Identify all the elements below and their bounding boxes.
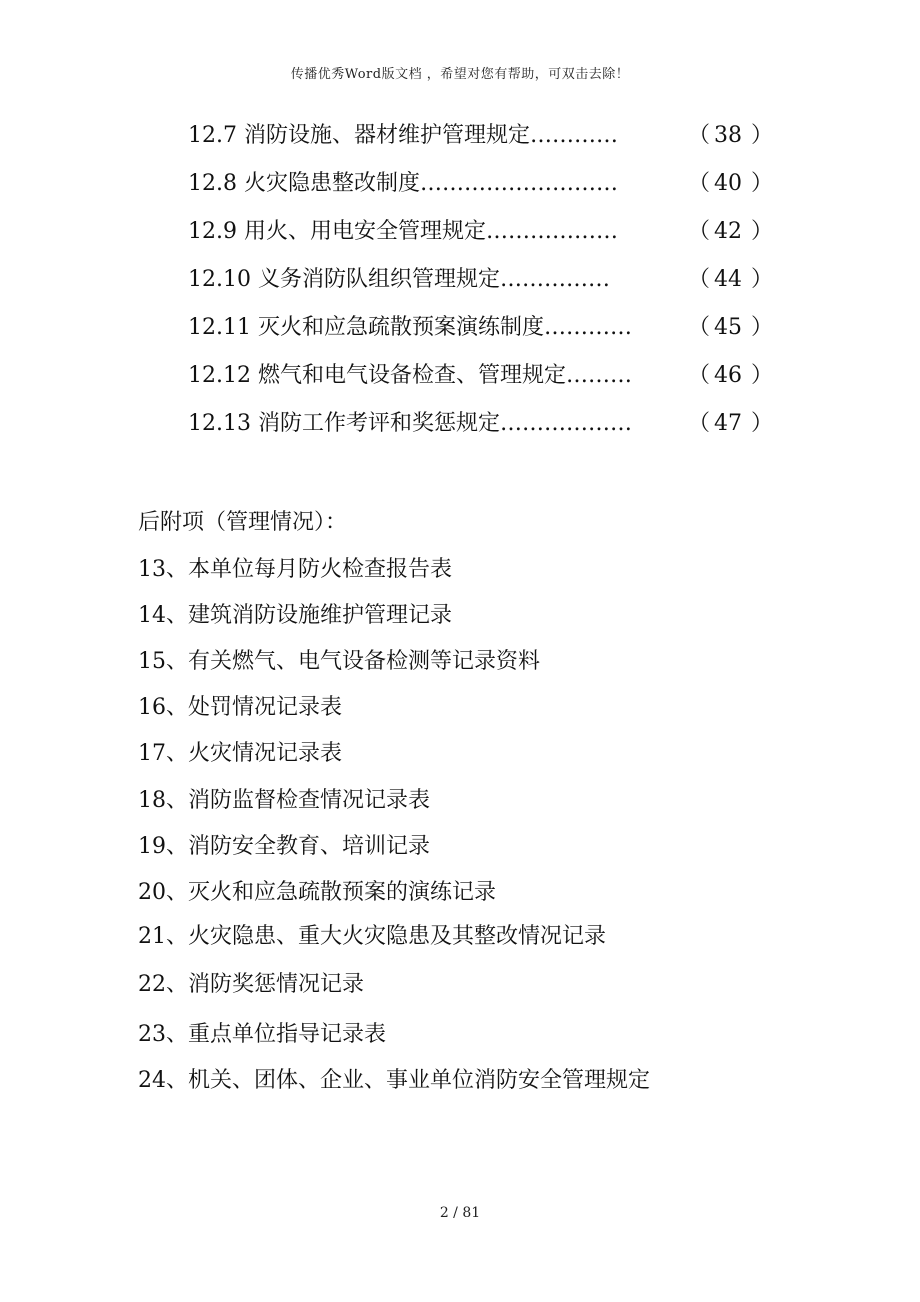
toc-row: [188, 313, 774, 343]
open-paren: （: [688, 219, 711, 244]
open-paren: （: [688, 123, 711, 148]
list-item: 14、建筑消防设施维护管理记录: [138, 603, 452, 628]
page-number: 2 / 81: [439, 1205, 481, 1221]
toc-entry-label: 12.12 燃气和电气设备检查、管理规定………: [188, 363, 632, 388]
list-item: 22、消防奖惩情况记录: [138, 972, 364, 997]
toc-page-number: 42: [714, 219, 742, 244]
toc-page-number: 40: [714, 171, 742, 196]
list-item: 24、机关、团体、企业、事业单位消防安全管理规定: [138, 1068, 650, 1093]
list-item: 21、火灾隐患、重大火灾隐患及其整改情况记录: [138, 924, 606, 949]
toc-entry-label: 12.7 消防设施、器材维护管理规定…………: [188, 123, 618, 148]
close-paren: ）: [751, 219, 774, 244]
toc-row: [188, 409, 774, 439]
list-item: 17、火灾情况记录表: [138, 741, 342, 766]
list-item: 20、灭火和应急疏散预案的演练记录: [138, 880, 496, 905]
list-item: 18、消防监督检查情况记录表: [138, 788, 430, 813]
toc-page-number: 44: [714, 267, 742, 292]
close-paren: ）: [751, 171, 774, 196]
toc-page-number: 47: [714, 411, 742, 436]
close-paren: ）: [751, 411, 774, 436]
toc-entry-label: 12.10 义务消防队组织管理规定……………: [188, 267, 610, 292]
list-item: 16、处罚情况记录表: [138, 695, 342, 720]
toc-entry-label: 12.8 火灾隐患整改制度………………………: [188, 171, 618, 196]
close-paren: ）: [751, 363, 774, 388]
toc-row: [188, 121, 774, 151]
toc-entry-label: 12.11 灭火和应急疏散预案演练制度…………: [188, 315, 632, 340]
list-item: 15、有关燃气、电气设备检测等记录资料: [138, 649, 540, 674]
close-paren: ）: [751, 267, 774, 292]
open-paren: （: [688, 315, 711, 340]
header-note: 传播优秀Word版文档 ，希望对您有帮助，可双击去除！: [290, 67, 630, 82]
toc-row: [188, 217, 774, 247]
close-paren: ）: [751, 123, 774, 148]
toc-row: [188, 169, 774, 199]
close-paren: ）: [751, 315, 774, 340]
toc-page-number: 46: [714, 363, 742, 388]
toc-entry-label: 12.13 消防工作考评和奖惩规定………………: [188, 411, 632, 436]
toc-entry-label: 12.9 用火、用电安全管理规定………………: [188, 219, 618, 244]
toc-page-number: 38: [714, 123, 742, 148]
list-item: 23、重点单位指导记录表: [138, 1022, 386, 1047]
toc-row: [188, 361, 774, 391]
list-item: 13、本单位每月防火检查报告表: [138, 557, 452, 582]
toc-page-number: 45: [714, 315, 742, 340]
open-paren: （: [688, 171, 711, 196]
open-paren: （: [688, 267, 711, 292]
open-paren: （: [688, 411, 711, 436]
toc-row: [188, 265, 774, 295]
open-paren: （: [688, 363, 711, 388]
list-item: 19、消防安全教育、培训记录: [138, 834, 430, 859]
appendix-title: 后附项（管理情况）：: [138, 510, 348, 535]
